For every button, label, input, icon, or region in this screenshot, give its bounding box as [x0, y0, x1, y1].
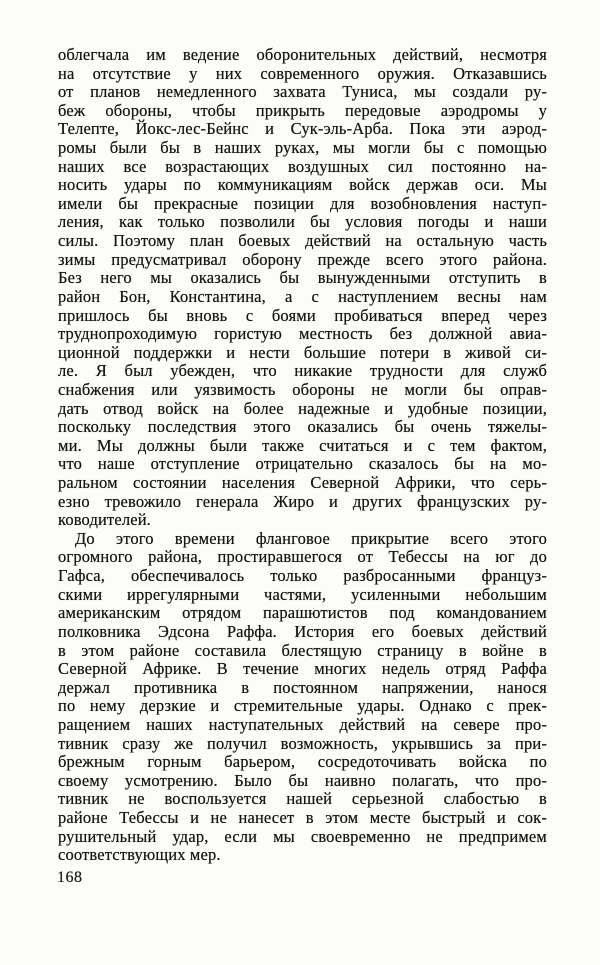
text-line: по нему дерзкие и стремительные удары. Однако с прек- [58, 696, 547, 716]
text-line: огромного района, простиравшегося от Тебессы на юг до [58, 547, 547, 567]
paragraph [58, 46, 547, 530]
body-text [58, 46, 547, 865]
text-line: район Бон, Константина, а с наступлением весны нам [58, 286, 547, 306]
text-line: ководителей. [58, 510, 151, 530]
text-line: от планов немедленного захвата Туниса, мы создали ру- [58, 82, 547, 102]
text-line: на отсутствие у них современного оружия. Отказавшись [58, 63, 547, 83]
text-line: скими иррегулярными частями, усиленными небольшим [58, 584, 547, 604]
text-line: ральном состоянии населения Северной Африки, что серь- [58, 473, 547, 493]
text-line: полковника Эдсона Раффа. История его боевых действий [58, 621, 547, 641]
text-line: соответствующих мер. [58, 845, 221, 865]
text-line: До этого времени фланговое прикрытие всего этого [75, 528, 547, 548]
text-line: ционной поддержки и нести большие потери в живой си- [58, 342, 547, 362]
text-line: ми. Мы должны были также считаться и с тем фактом, [58, 435, 547, 455]
text-line: Гафса, обеспечивалось только разбросанными француз- [58, 566, 547, 586]
text-line: снабжения или уязвимость обороны не могли бы оправ- [58, 379, 547, 399]
text-line: Без него мы оказались бы вынужденными отступить в [58, 268, 547, 288]
text-line: районе Тебессы и не нанесет в этом месте быстрый и сок- [58, 807, 547, 827]
text-line: Северной Африке. В течение многих недель отряд Раффа [58, 659, 547, 679]
text-line: наших все возрастающих воздушных сил постоянно на- [58, 156, 547, 176]
text-line: ления, как только позволили бы условия погоды и наши [58, 212, 547, 232]
text-line: что наше отступление отрицательно сказалось бы на мо- [58, 454, 547, 474]
text-line: держал противника в постоянном напряжении, нанося [58, 677, 547, 697]
text-line: ле. Я был убежден, что никакие трудности для служб [58, 361, 547, 381]
paragraph [58, 530, 547, 865]
text-line: рушительный удар, если мы своевременно не предпримем [58, 826, 547, 846]
text-line: ромы были бы в наших руках, мы могли бы с помощью [58, 138, 547, 158]
text-line: облегчала им ведение оборонительных действий, несмотря [58, 45, 547, 64]
text-line: тивник не воспользуется нашей серьезной слабостью в [58, 789, 547, 809]
text-line: силы. Поэтому план боевых действий на остальную часть [58, 231, 547, 251]
text-line: езно тревожило генерала Жиро и других французских ру- [58, 491, 547, 511]
text-line: имели бы прекрасные позиции для возобновления наступ- [58, 193, 547, 213]
text-line: американским отрядом парашютистов под командованием [58, 603, 547, 623]
text-line: своему усмотрению. Было бы наивно полагать, что про- [58, 770, 547, 790]
text-line: Телепте, Йокс-лес-Бейнс и Сук-эль-Арба. Пока эти аэрод- [58, 119, 547, 139]
text-line: поскольку последствия этого оказались бы очень тяжелы- [58, 417, 547, 437]
text-line: тивник сразу же получил возможность, укрывшись за при- [58, 733, 547, 753]
text-line: зимы предусматривал оборону прежде всего этого района. [58, 249, 547, 269]
text-line: в этом районе составила блестящую страницу в войне в [58, 640, 547, 660]
text-line: беж обороны, чтобы прикрыть передовые аэродромы у [58, 100, 547, 120]
text-line: пришлось бы вновь с боями пробиваться вперед через [58, 305, 547, 325]
text-line: носить удары по коммуникациям войск держав оси. Мы [58, 175, 547, 195]
text-line: труднопроходимую гористую местность без должной авиа- [58, 324, 547, 344]
page-number: 168 [57, 869, 83, 886]
text-line: дать отвод войск на более надежные и удобные позиции, [58, 398, 547, 418]
text-line: ращением наших наступательных действий на севере про- [58, 714, 547, 734]
text-line: брежным горным барьером, сосредоточивать войска по [58, 752, 547, 772]
